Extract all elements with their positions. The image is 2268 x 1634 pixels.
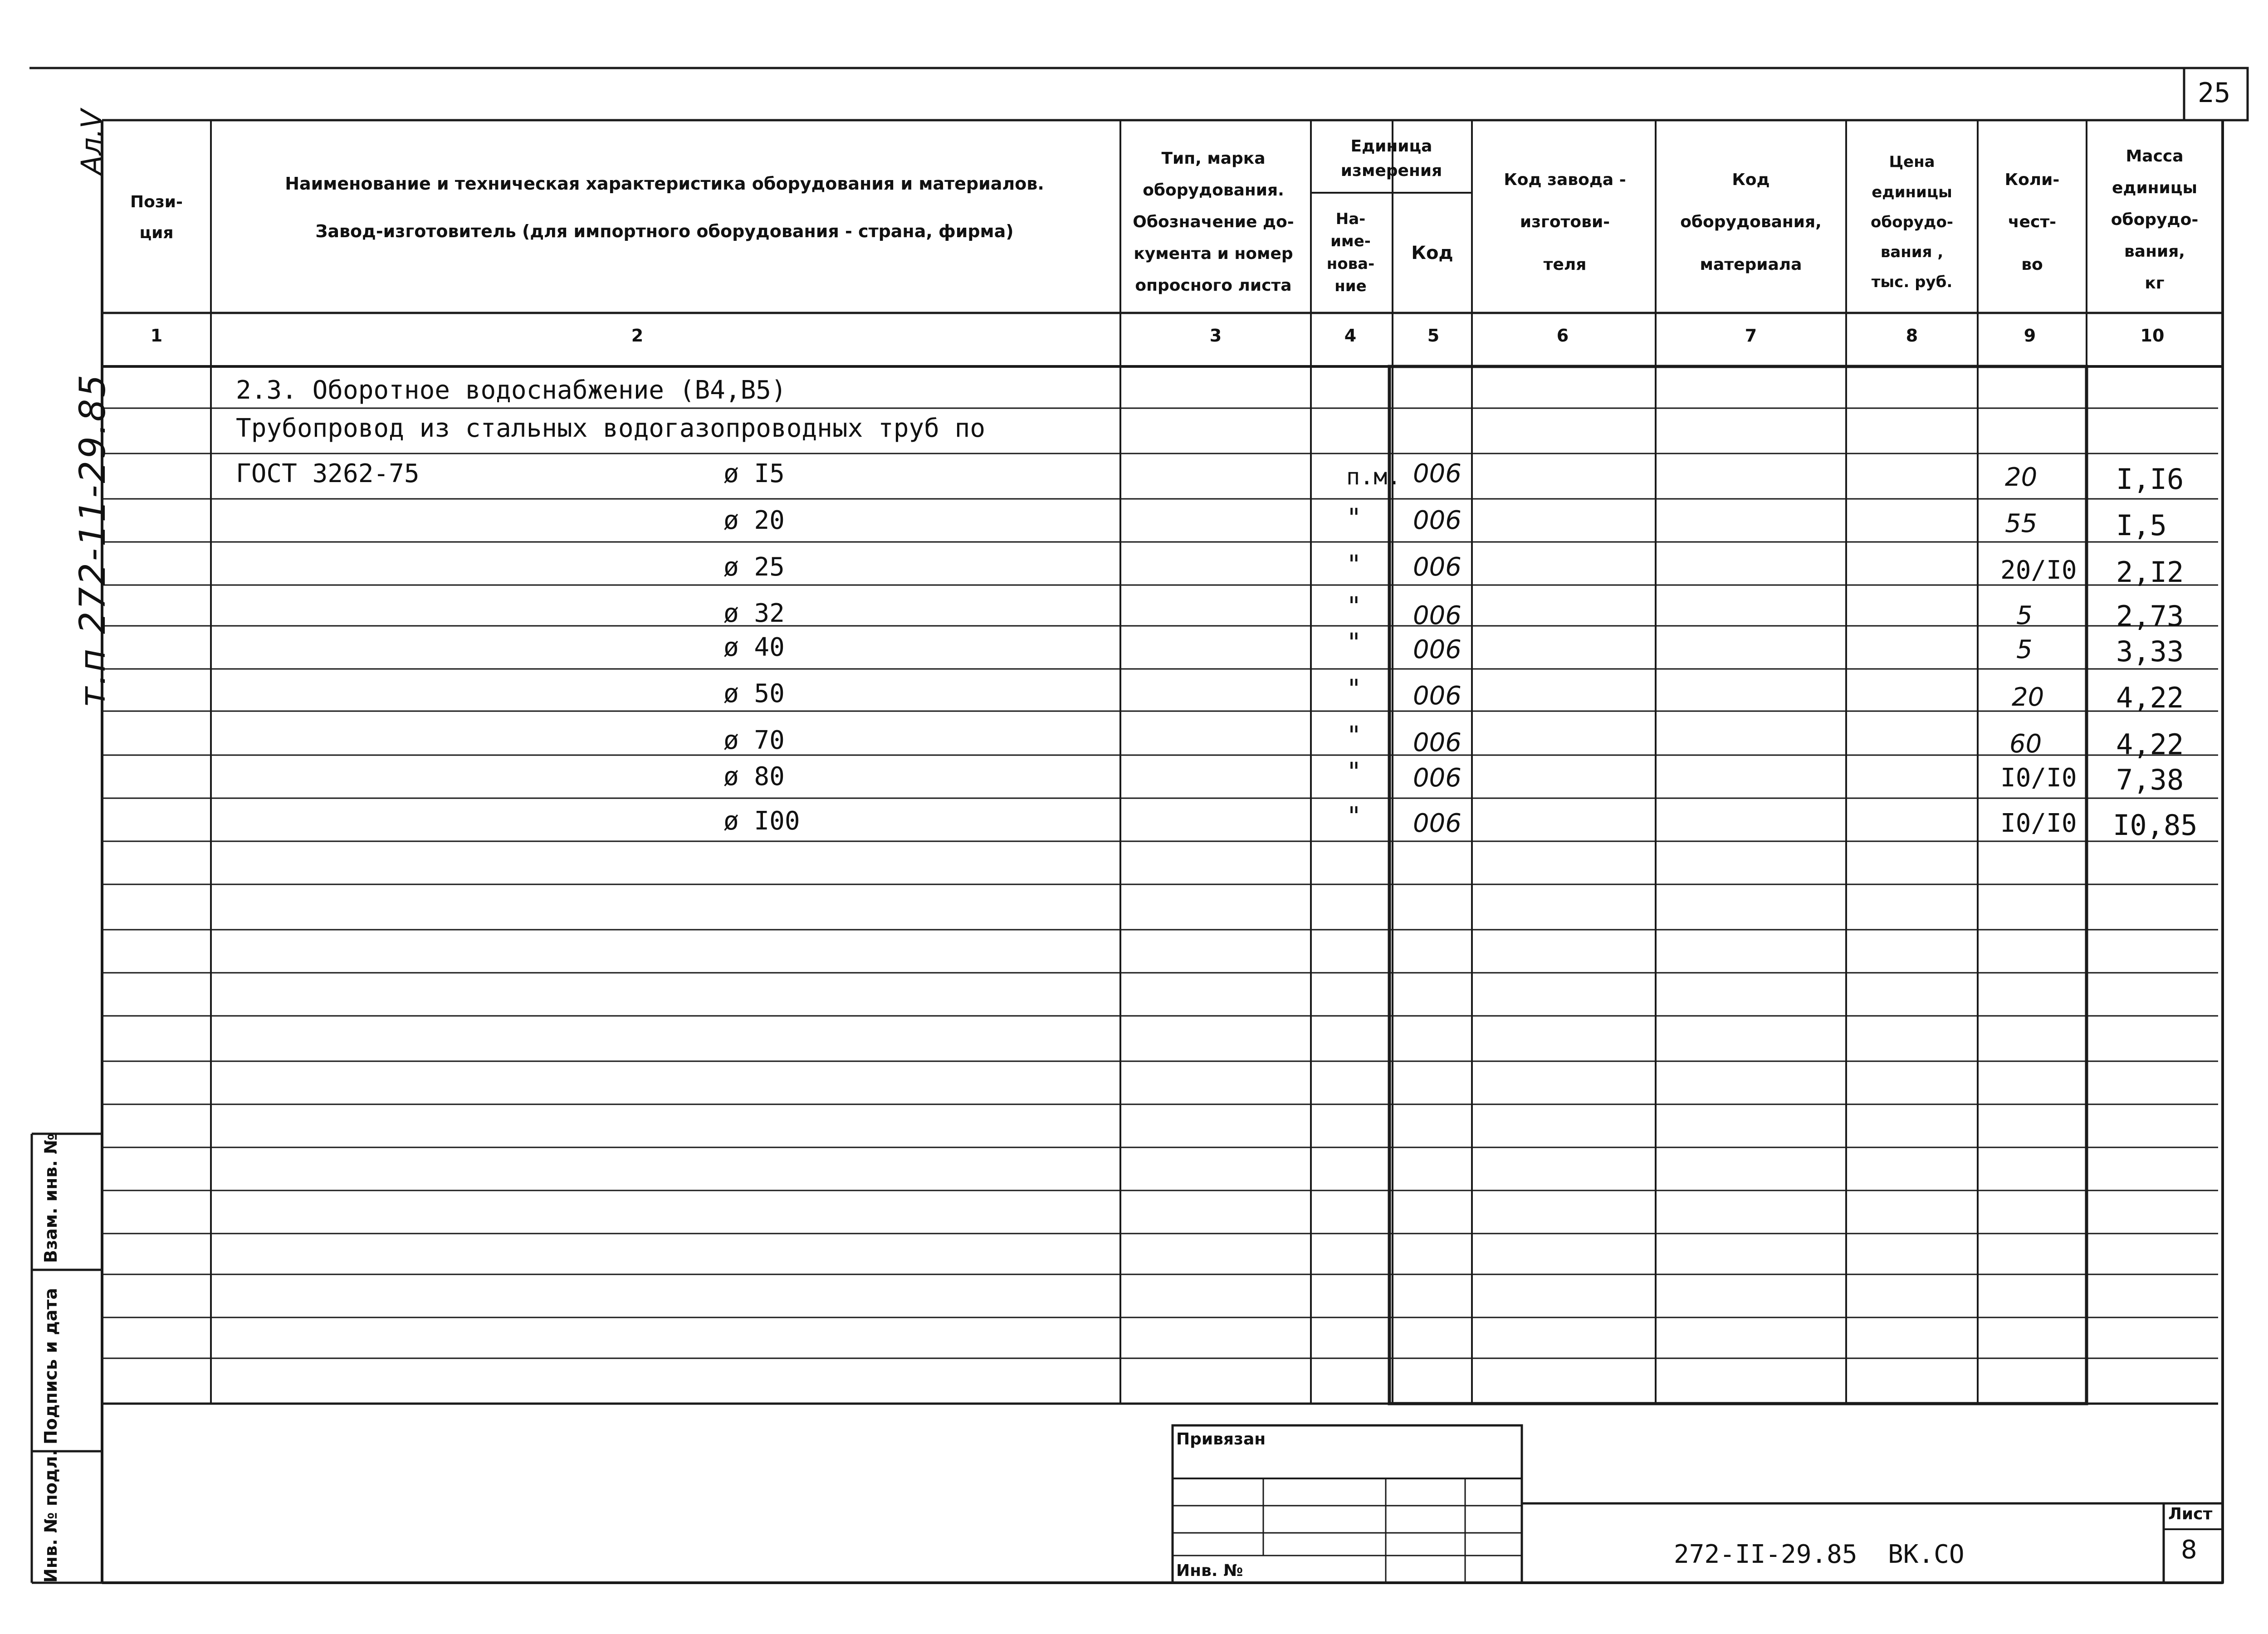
row-3-diameter: ø I5 xyxy=(723,459,785,488)
row-11-code: 006 xyxy=(1413,809,1461,838)
page-number: 25 xyxy=(2198,77,2231,109)
stamp-inv-no: Инв. № xyxy=(1176,1561,1243,1580)
stamp-sheet-number: 8 xyxy=(2181,1535,2197,1565)
margin-label-original-inv: Инв. № подл. xyxy=(41,1449,61,1583)
row-5-quantity: 20/I0 xyxy=(2000,556,2077,585)
row-4-mass: I,5 xyxy=(2116,509,2167,542)
header-name-line1: Наименование и техническая характеристика оборудования и материалов. xyxy=(285,173,1044,194)
row-9-diameter: ø 70 xyxy=(723,726,785,755)
row-7-code: 006 xyxy=(1413,635,1461,664)
row-9-unit: " xyxy=(1346,721,1362,751)
row-4-diameter: ø 20 xyxy=(723,506,785,535)
header-type-mark: Тип, марка оборудования. Обозначение до- кумента и номер опросного листа xyxy=(1133,149,1294,295)
row-5-diameter: ø 25 xyxy=(723,552,785,582)
header-quantity: Коли- чест- во xyxy=(2004,170,2060,274)
row-9-code: 006 xyxy=(1413,728,1461,757)
header-equipment-code: Код оборудования, материала xyxy=(1680,170,1822,274)
margin-label-signature-date: Подпись и дата xyxy=(41,1288,61,1444)
row-7-quantity: 5 xyxy=(2016,635,2033,664)
row-7-unit: " xyxy=(1346,628,1362,658)
row-2-name: Трубопровод из стальных водогазопроводных труб по xyxy=(236,414,986,443)
row-4-code: 006 xyxy=(1413,506,1461,535)
column-number-1: 1 xyxy=(150,326,163,346)
header-position: Пози- ция xyxy=(130,192,183,242)
header-mass: Масса единицы оборудо- вания, кг xyxy=(2111,146,2199,293)
row-10-unit: " xyxy=(1346,757,1362,787)
row-5-code: 006 xyxy=(1413,552,1461,582)
row-3-code: 006 xyxy=(1413,459,1461,488)
side-code-vertical: т.п 272-11-29.85 xyxy=(73,373,113,707)
row-8-unit: " xyxy=(1346,674,1362,704)
row-11-unit: " xyxy=(1346,802,1362,831)
column-number-8: 8 xyxy=(1906,326,1918,346)
margin-label-replacement-inv: Взам. инв. № xyxy=(41,1133,61,1263)
top-left-note: Ал.V xyxy=(75,109,108,175)
column-number-4: 4 xyxy=(1344,326,1357,346)
row-4-quantity: 55 xyxy=(2005,509,2038,538)
row-11-mass: I0,85 xyxy=(2113,809,2198,842)
row-3-name: ГОСТ 3262-75 xyxy=(236,459,420,488)
stamp-privyazan: Привязан xyxy=(1176,1430,1266,1449)
row-6-quantity: 5 xyxy=(2016,601,2033,630)
column-number-6: 6 xyxy=(1556,326,1569,346)
stamp-sheet-label: Лист xyxy=(2168,1505,2213,1523)
row-11-diameter: ø I00 xyxy=(723,806,800,836)
row-8-mass: 4,22 xyxy=(2116,681,2184,714)
row-6-mass: 2,73 xyxy=(2116,600,2184,633)
header-name-line2: Завод-изготовитель (для импортного оборудования - страна, фирма) xyxy=(315,221,1014,241)
row-10-quantity: I0/I0 xyxy=(2000,763,2077,793)
column-number-10: 10 xyxy=(2140,326,2165,346)
row-3-unit: п.м. xyxy=(1346,463,1401,490)
row-10-code: 006 xyxy=(1413,763,1461,793)
row-11-quantity: I0/I0 xyxy=(2000,809,2077,838)
row-10-diameter: ø 80 xyxy=(723,762,785,791)
row-1-name: 2.3. Оборотное водоснабжение (В4,В5) xyxy=(236,376,787,405)
row-9-quantity: 60 xyxy=(2009,729,2042,759)
row-5-mass: 2,I2 xyxy=(2116,556,2184,589)
header-price: Цена единицы оборудо- вания , тыс. руб. xyxy=(1871,153,1953,292)
column-number-7: 7 xyxy=(1745,326,1757,346)
row-8-diameter: ø 50 xyxy=(723,679,785,708)
row-8-code: 006 xyxy=(1413,681,1461,711)
column-number-5: 5 xyxy=(1427,326,1440,346)
header-factory-code: Код завода - изготови- теля xyxy=(1504,170,1626,274)
header-unit-group: Единица измерения xyxy=(1340,137,1442,180)
row-8-quantity: 20 xyxy=(2012,683,2044,712)
header-unit-name: На- име- нова- ние xyxy=(1326,210,1375,295)
column-number-2: 2 xyxy=(631,326,644,346)
row-3-quantity: 20 xyxy=(2005,463,2038,492)
header-unit-code: Код xyxy=(1411,242,1453,263)
row-6-unit: " xyxy=(1346,592,1362,621)
column-number-9: 9 xyxy=(2024,326,2036,346)
row-4-unit: " xyxy=(1346,503,1362,533)
row-7-mass: 3,33 xyxy=(2116,635,2184,668)
stamp-privyazan-box xyxy=(1173,1425,1522,1583)
row-7-diameter: ø 40 xyxy=(723,633,785,662)
row-9-mass: 4,22 xyxy=(2116,728,2184,761)
row-3-mass: I,I6 xyxy=(2116,463,2184,496)
column-number-3: 3 xyxy=(1209,326,1222,346)
stamp-document-code: 272-II-29.85 ВК.СО xyxy=(1674,1540,1965,1569)
row-10-mass: 7,38 xyxy=(2116,763,2184,796)
row-6-diameter: ø 32 xyxy=(723,599,785,628)
row-5-unit: " xyxy=(1346,550,1362,580)
row-6-code: 006 xyxy=(1413,601,1461,630)
